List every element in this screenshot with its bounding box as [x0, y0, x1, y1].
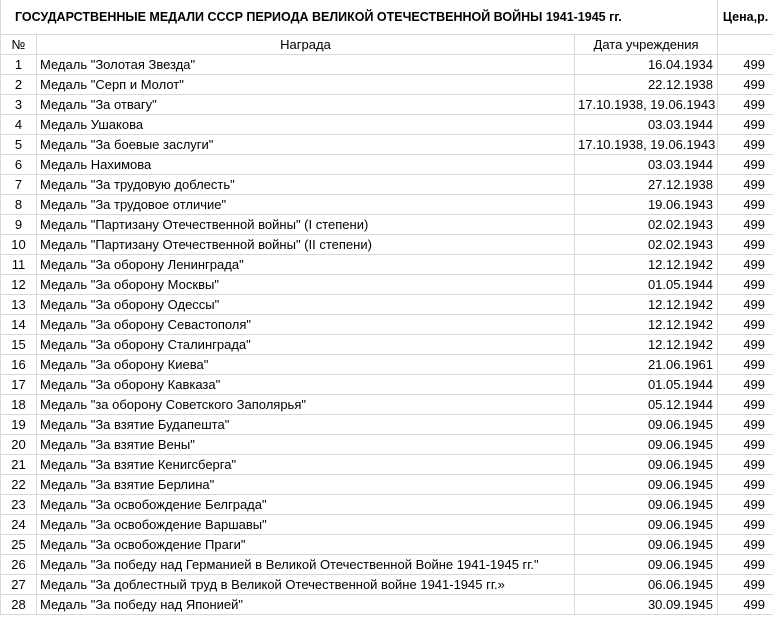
row-number-cell[interactable]: 6	[1, 155, 37, 175]
date-cell[interactable]: 30.09.1945	[575, 595, 718, 615]
table-row	[1, 195, 773, 215]
row-number-cell[interactable]: 12	[1, 275, 37, 295]
header-name[interactable]: Награда	[37, 35, 575, 55]
award-name-cell[interactable]: Медаль "Золотая Звезда"	[37, 55, 575, 75]
price-cell[interactable]: 499	[718, 455, 773, 475]
award-name-cell[interactable]: Медаль "За оборону Ленинграда"	[37, 255, 575, 275]
price-cell[interactable]: 499	[718, 315, 773, 335]
date-cell[interactable]: 09.06.1945	[575, 495, 718, 515]
table-row	[1, 495, 773, 515]
date-cell[interactable]: 17.10.1938, 19.06.1943	[575, 95, 718, 115]
row-number-cell[interactable]: 1	[1, 55, 37, 75]
award-name-cell[interactable]: Медаль "Партизану Отечественной войны" (I степени)	[37, 215, 575, 235]
row-number-cell[interactable]: 3	[1, 95, 37, 115]
price-cell[interactable]: 499	[718, 515, 773, 535]
date-cell[interactable]: 09.06.1945	[575, 555, 718, 575]
price-header-cell[interactable]: Цена,р.	[718, 0, 773, 35]
row-number-cell[interactable]: 15	[1, 335, 37, 355]
date-cell[interactable]: 02.02.1943	[575, 215, 718, 235]
row-number-cell[interactable]: 27	[1, 575, 37, 595]
table-row	[1, 95, 773, 115]
table-row	[1, 375, 773, 395]
price-cell[interactable]: 499	[718, 95, 773, 115]
table-row	[1, 295, 773, 315]
date-cell[interactable]: 12.12.1942	[575, 315, 718, 335]
table-row	[1, 575, 773, 595]
row-number-cell[interactable]: 18	[1, 395, 37, 415]
price-cell[interactable]: 499	[718, 295, 773, 315]
row-number-cell[interactable]: 19	[1, 415, 37, 435]
row-number-cell[interactable]: 28	[1, 595, 37, 615]
date-cell[interactable]: 21.06.1961	[575, 355, 718, 375]
award-name-cell[interactable]: Медаль "За взятие Берлина"	[37, 475, 575, 495]
award-name-cell[interactable]: Медаль "За трудовое отличие"	[37, 195, 575, 215]
award-name-cell[interactable]: Медаль "за оборону Советского Заполярья"	[37, 395, 575, 415]
price-cell[interactable]: 499	[718, 435, 773, 455]
price-cell[interactable]: 499	[718, 415, 773, 435]
price-cell[interactable]: 499	[718, 475, 773, 495]
table-row	[1, 75, 773, 95]
price-cell[interactable]: 499	[718, 275, 773, 295]
award-name-cell[interactable]: Медаль "За оборону Кавказа"	[37, 375, 575, 395]
row-number-cell[interactable]: 21	[1, 455, 37, 475]
table-row	[1, 535, 773, 555]
award-name-cell[interactable]: Медаль "За освобождение Варшавы"	[37, 515, 575, 535]
table-row	[1, 55, 773, 75]
table-row	[1, 315, 773, 335]
price-cell[interactable]: 499	[718, 535, 773, 555]
award-name-cell[interactable]: Медаль "За боевые заслуги"	[37, 135, 575, 155]
price-cell[interactable]: 499	[718, 235, 773, 255]
price-cell[interactable]: 499	[718, 375, 773, 395]
table-row	[1, 155, 773, 175]
table-row	[1, 395, 773, 415]
award-name-cell[interactable]: Медаль "За взятие Кенигсберга"	[37, 455, 575, 475]
date-cell[interactable]: 12.12.1942	[575, 295, 718, 315]
price-cell[interactable]: 499	[718, 195, 773, 215]
award-name-cell[interactable]: Медаль "За доблестный труд в Великой Отечественной войне 1941-1945 гг.»	[37, 575, 575, 595]
row-number-cell[interactable]: 7	[1, 175, 37, 195]
table-row	[1, 335, 773, 355]
price-cell[interactable]: 499	[718, 255, 773, 275]
table-row	[1, 555, 773, 575]
price-cell[interactable]: 499	[718, 215, 773, 235]
award-name-cell[interactable]: Медаль "За трудовую доблесть"	[37, 175, 575, 195]
row-number-cell[interactable]: 2	[1, 75, 37, 95]
price-cell[interactable]: 499	[718, 575, 773, 595]
award-name-cell[interactable]: Медаль "За взятие Вены"	[37, 435, 575, 455]
price-cell[interactable]: 499	[718, 155, 773, 175]
price-cell[interactable]: 499	[718, 55, 773, 75]
price-cell[interactable]: 499	[718, 395, 773, 415]
row-number-cell[interactable]: 22	[1, 475, 37, 495]
date-cell[interactable]: 03.03.1944	[575, 115, 718, 135]
row-number-cell[interactable]: 9	[1, 215, 37, 235]
award-name-cell[interactable]: Медаль "За оборону Киева"	[37, 355, 575, 375]
table-row	[1, 175, 773, 195]
table-row	[1, 455, 773, 475]
award-name-cell[interactable]: Медаль "За оборону Одессы"	[37, 295, 575, 315]
table-row	[1, 235, 773, 255]
table-row	[1, 215, 773, 235]
award-name-cell[interactable]: Медаль "За взятие Будапешта"	[37, 415, 575, 435]
date-cell[interactable]: 17.10.1938, 19.06.1943	[575, 135, 718, 155]
row-number-cell[interactable]: 17	[1, 375, 37, 395]
date-cell[interactable]: 09.06.1945	[575, 515, 718, 535]
price-cell[interactable]: 499	[718, 75, 773, 95]
row-number-cell[interactable]: 11	[1, 255, 37, 275]
row-number-cell[interactable]: 20	[1, 435, 37, 455]
award-name-cell[interactable]: Медаль "За победу над Японией"	[37, 595, 575, 615]
row-number-cell[interactable]: 8	[1, 195, 37, 215]
table-row	[1, 415, 773, 435]
date-cell[interactable]: 12.12.1942	[575, 335, 718, 355]
table-row	[1, 255, 773, 275]
row-number-cell[interactable]: 14	[1, 315, 37, 335]
header-row	[1, 35, 773, 55]
row-number-cell[interactable]: 13	[1, 295, 37, 315]
row-number-cell[interactable]: 4	[1, 115, 37, 135]
table-row	[1, 355, 773, 375]
date-cell[interactable]: 22.12.1938	[575, 75, 718, 95]
table-row	[1, 475, 773, 495]
header-price[interactable]	[718, 35, 773, 55]
date-cell[interactable]: 02.02.1943	[575, 235, 718, 255]
date-cell[interactable]: 06.06.1945	[575, 575, 718, 595]
date-cell[interactable]: 27.12.1938	[575, 175, 718, 195]
award-name-cell[interactable]: Медаль Ушакова	[37, 115, 575, 135]
header-date[interactable]: Дата учреждения	[575, 35, 718, 55]
price-cell[interactable]: 499	[718, 335, 773, 355]
row-number-cell[interactable]: 26	[1, 555, 37, 575]
table-row	[1, 595, 773, 615]
date-cell[interactable]: 01.05.1944	[575, 375, 718, 395]
price-cell[interactable]: 499	[718, 495, 773, 515]
table-row	[1, 115, 773, 135]
date-cell[interactable]: 09.06.1945	[575, 455, 718, 475]
date-cell[interactable]: 09.06.1945	[575, 475, 718, 495]
date-cell[interactable]: 09.06.1945	[575, 415, 718, 435]
award-name-cell[interactable]: Медаль "Партизану Отечественной войны" (II степени)	[37, 235, 575, 255]
award-name-cell[interactable]: Медаль "За освобождение Праги"	[37, 535, 575, 555]
row-number-cell[interactable]: 25	[1, 535, 37, 555]
date-cell[interactable]: 16.04.1934	[575, 55, 718, 75]
price-cell[interactable]: 499	[718, 175, 773, 195]
date-cell[interactable]: 03.03.1944	[575, 155, 718, 175]
award-name-cell[interactable]: Медаль "За освобождение Белграда"	[37, 495, 575, 515]
price-cell[interactable]: 499	[718, 135, 773, 155]
price-cell[interactable]: 499	[718, 595, 773, 615]
price-cell[interactable]: 499	[718, 115, 773, 135]
award-name-cell[interactable]: Медаль "За оборону Москвы"	[37, 275, 575, 295]
date-cell[interactable]: 05.12.1944	[575, 395, 718, 415]
price-cell[interactable]: 499	[718, 555, 773, 575]
award-name-cell[interactable]: Медаль "За оборону Севастополя"	[37, 315, 575, 335]
title-row	[1, 0, 773, 35]
row-number-cell[interactable]: 10	[1, 235, 37, 255]
table-row	[1, 435, 773, 455]
award-name-cell[interactable]: Медаль Нахимова	[37, 155, 575, 175]
date-cell[interactable]: 19.06.1943	[575, 195, 718, 215]
award-name-cell[interactable]: Медаль "За победу над Германией в Великой Отечественной Войне 1941-1945 гг."	[37, 555, 575, 575]
row-number-cell[interactable]: 23	[1, 495, 37, 515]
price-cell[interactable]: 499	[718, 355, 773, 375]
table-row	[1, 515, 773, 535]
award-name-cell[interactable]: Медаль "За отвагу"	[37, 95, 575, 115]
award-name-cell[interactable]: Медаль "За оборону Сталинграда"	[37, 335, 575, 355]
row-number-cell[interactable]: 5	[1, 135, 37, 155]
table-row	[1, 135, 773, 155]
row-number-cell[interactable]: 16	[1, 355, 37, 375]
table-title[interactable]: ГОСУДАРСТВЕННЫЕ МЕДАЛИ СССР ПЕРИОДА ВЕЛИКОЙ ОТЕЧЕСТВЕННОЙ ВОЙНЫ 1941-1945 гг.	[1, 0, 718, 35]
date-cell[interactable]: 09.06.1945	[575, 535, 718, 555]
date-cell[interactable]: 12.12.1942	[575, 255, 718, 275]
date-cell[interactable]: 01.05.1944	[575, 275, 718, 295]
date-cell[interactable]: 09.06.1945	[575, 435, 718, 455]
row-number-cell[interactable]: 24	[1, 515, 37, 535]
award-name-cell[interactable]: Медаль "Серп и Молот"	[37, 75, 575, 95]
header-num[interactable]: №	[1, 35, 37, 55]
table-row	[1, 275, 773, 295]
